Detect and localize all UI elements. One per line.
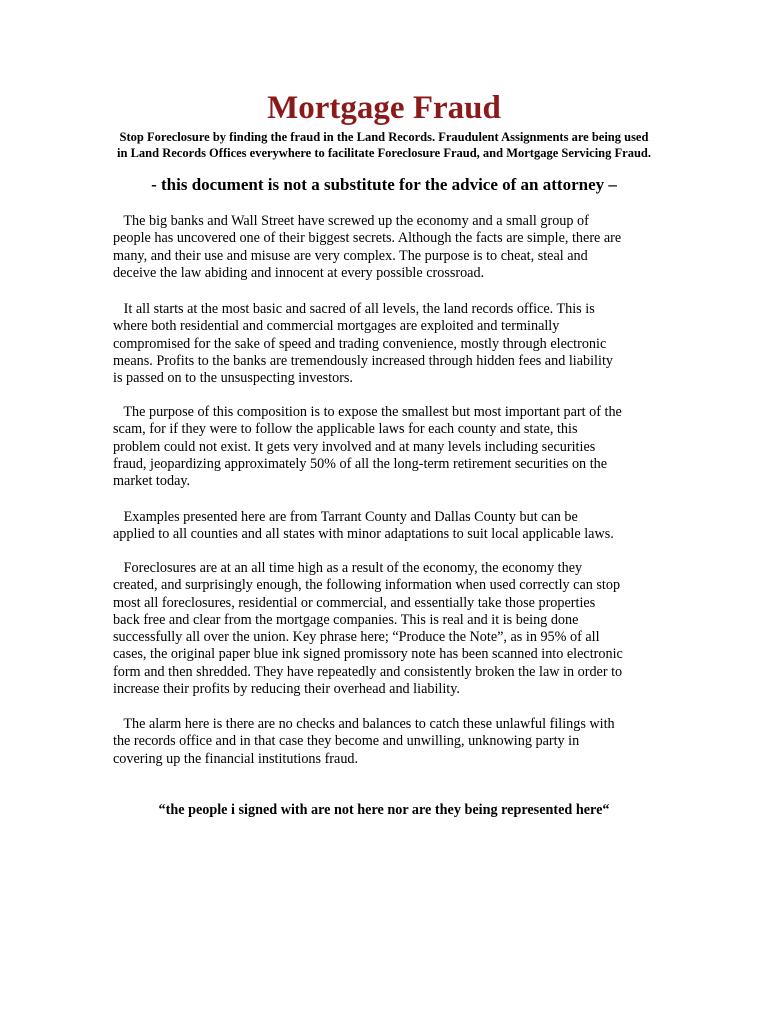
paragraph-line: Examples presented here are from Tarrant County and Dallas County but can be <box>113 509 578 525</box>
subtitle-line: Stop Foreclosure by finding the fraud in the Land Records. Fraudulent Assignments are being used <box>119 130 649 144</box>
paragraph-line: The alarm here is there are no checks and balances to catch these unlawful filings with <box>113 716 615 732</box>
paragraph-line: where both residential and commercial mortgages are exploited and terminally <box>113 318 560 335</box>
subtitle-line: in Land Records Offices everywhere to facilitate Foreclosure Fraud, and Mortgage Servicing Fraud. <box>117 146 651 160</box>
paragraph-line: the records office and in that case they become and unwilling, unknowing party in <box>113 733 580 750</box>
closing-quote: “the people i signed with are not here nor are they being represented here“ <box>158 802 610 818</box>
paragraph-line: created, and surprisingly enough, the following information when used correctly can stop <box>113 577 621 594</box>
paragraph-line: successfully all over the union. Key phrase here; “Produce the Note”, as in 95% of all <box>113 629 600 646</box>
paragraph-line: The purpose of this composition is to expose the smallest but most important part of the <box>113 404 622 420</box>
paragraph-line: market today. <box>113 473 191 490</box>
paragraph-6 <box>113 716 673 768</box>
paragraph-line: fraud, jeopardizing approximately 50% of all the long-term retirement securities on the <box>113 455 608 472</box>
paragraph-line: is passed on to the unsuspecting investors. <box>113 370 353 387</box>
paragraph-line: The big banks and Wall Street have screwed up the economy and a small group of <box>113 213 589 229</box>
paragraph-line: increase their profits by reducing their overhead and liability. <box>113 681 460 698</box>
paragraph-line: form and then shredded. They have repeatedly and consistently broken the law in order to <box>113 663 623 680</box>
paragraph-4 <box>113 509 673 544</box>
paragraph-5 <box>113 560 673 698</box>
paragraph-line: Foreclosures are at an all time high as a result of the economy, the economy they <box>113 560 583 576</box>
disclaimer: - this document is not a substitute for the advice of an attorney – <box>151 175 617 194</box>
document-title: Mortgage Fraud <box>267 90 501 126</box>
paragraph-1 <box>113 213 673 282</box>
paragraph-line: deceive the law abiding and innocent at every possible crossroad. <box>113 264 485 281</box>
paragraph-line: back free and clear from the mortgage companies. This is real and it is being done <box>113 611 579 628</box>
paragraph-line: people has uncovered one of their biggest secrets. Although the facts are simple, there are <box>113 230 622 247</box>
paragraph-2 <box>113 301 673 387</box>
paragraph-line: compromised for the sake of speed and trading convenience, mostly through electronic <box>113 335 607 352</box>
paragraph-line: many, and their use and misuse are very complex. The purpose is to cheat, steal and <box>113 247 588 264</box>
paragraph-line: cases, the original paper blue ink signed promissory note has been scanned into electronic <box>113 646 623 663</box>
paragraph-line: covering up the financial institutions fraud. <box>113 750 359 767</box>
paragraph-line: most all foreclosures, residential or commercial, and essentially take those properties <box>113 594 596 611</box>
paragraph-line: It all starts at the most basic and sacred of all levels, the land records office. This is <box>113 301 595 317</box>
document-subtitle <box>100 129 668 161</box>
paragraph-3 <box>113 404 673 490</box>
paragraph-line: applied to all counties and all states with minor adaptations to suit local applicable laws. <box>113 526 614 543</box>
paragraph-line: scam, for if they were to follow the applicable laws for each county and state, this <box>113 421 578 438</box>
paragraph-line: problem could not exist. It gets very involved and at many levels including securities <box>113 438 596 455</box>
paragraph-line: means. Profits to the banks are tremendously increased through hidden fees and liability <box>113 352 613 369</box>
